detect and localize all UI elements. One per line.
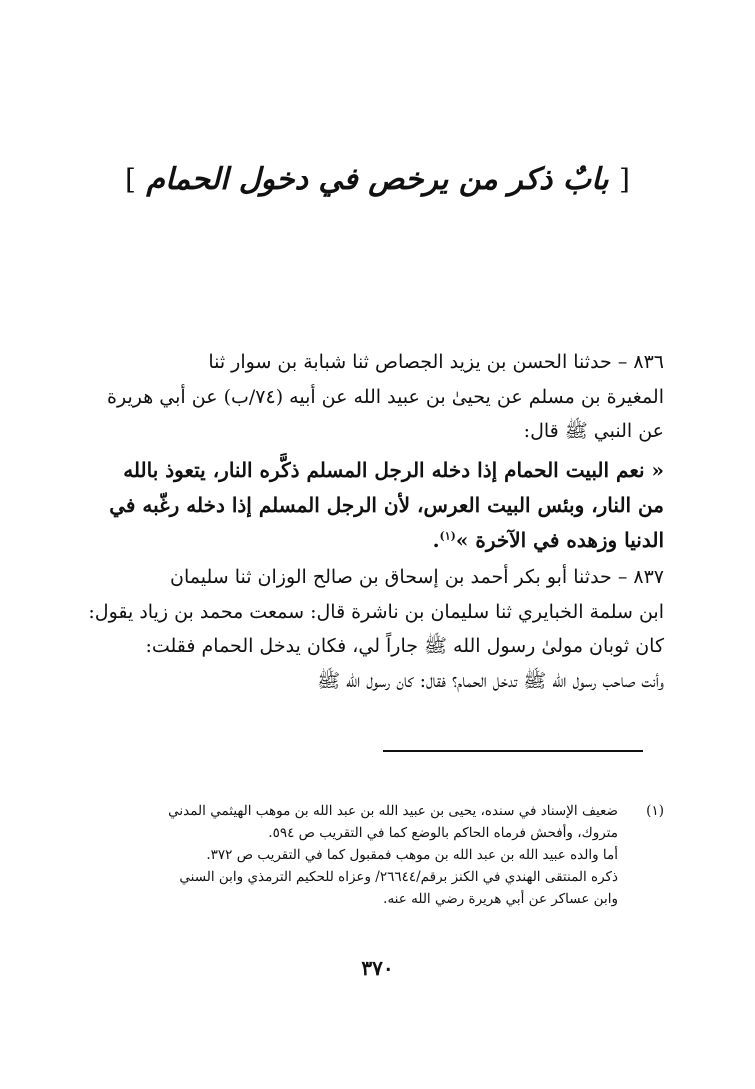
hadith-837 bbox=[82, 560, 664, 698]
hadith-836 bbox=[82, 345, 664, 449]
footnote-text bbox=[82, 800, 618, 910]
hadith-836-line: المغيرة بن مسلم عن يحيىٰ بن عبيد الله عن أبيه (٧٤/ب) عن أبي هريرة bbox=[107, 385, 664, 408]
title-bracket-open: [ bbox=[619, 163, 630, 196]
title-bracket-close: ] bbox=[125, 163, 136, 196]
hadith-837-line: ٨٣٧ – حدثنا أبو بكر أحمد بن إسحاق بن صالح الوزان ثنا سليمان bbox=[169, 566, 664, 588]
quote-end-mark: . bbox=[432, 528, 440, 552]
footnote-line: وابن عساكر عن أبي هريرة رضي الله عنه. bbox=[383, 891, 618, 907]
footnote-line: أما والده عبيد الله بن عبد الله بن موهب فمقبول كما في التقريب ص ٣٧٢. bbox=[206, 847, 618, 863]
quote-line-last bbox=[82, 523, 664, 558]
quote-line-text: الدنيا وزهده في الآخرة » bbox=[455, 528, 664, 552]
footnote-1 bbox=[82, 800, 664, 910]
hadith-837-line: كان ثوبان مولىٰ رسول الله ﷺ جاراً لي، فكان يدخل الحمام فقلت: bbox=[145, 635, 664, 657]
chapter-title bbox=[120, 150, 635, 210]
hadith-836-line: ٨٣٦ – حدثنا الحسن بن يزيد الجصاص ثنا شبابة بن سوار ثنا bbox=[208, 351, 664, 373]
hadith-837-line: وأنت صاحب رسول الله ﷺ تدخل الحمام؟ فقال: كان رسول الله ﷺ bbox=[317, 669, 664, 692]
chapter-title-text: بابٌ ذكر من يرخص في دخول الحمام bbox=[146, 162, 609, 197]
footnote-separator bbox=[383, 750, 643, 752]
hadith-836-quote bbox=[82, 453, 664, 558]
footnote-line: ذكره المنتقى الهندي في الكنز برقم/٢٦٦٤٤/ وعزاه للحكيم الترمذي وابن السني bbox=[179, 869, 618, 885]
footnote-marker: (١) bbox=[646, 803, 664, 819]
footnote-line: ضعيف الإسناد في سنده، يحيى بن عبيد الله بن عبد الله بن موهب الهيثمي المدني bbox=[168, 803, 618, 819]
page-number: ٣٧٠ bbox=[361, 956, 394, 980]
quote-line: « نعم البيت الحمام إذا دخله الرجل المسلم ذكَّره النار، يتعوذ بالله bbox=[123, 458, 664, 482]
hadith-837-line: ابن سلمة الخبايري ثنا سليمان بن ناشرة قال: سمعت محمد بن زياد يقول: bbox=[88, 600, 664, 623]
footnote-reference[interactable]: (١) bbox=[439, 529, 456, 543]
hadith-836-line: عن النبي ﷺ قال: bbox=[523, 420, 664, 442]
footnote-line: متروك، وأفحش فرماه الحاكم بالوضع كما في التقريب ص ٥٩٤. bbox=[268, 825, 618, 841]
quote-line: من النار، وبئس البيت العرس، لأن الرجل المسلم إذا دخله رغّبه في bbox=[109, 493, 664, 517]
